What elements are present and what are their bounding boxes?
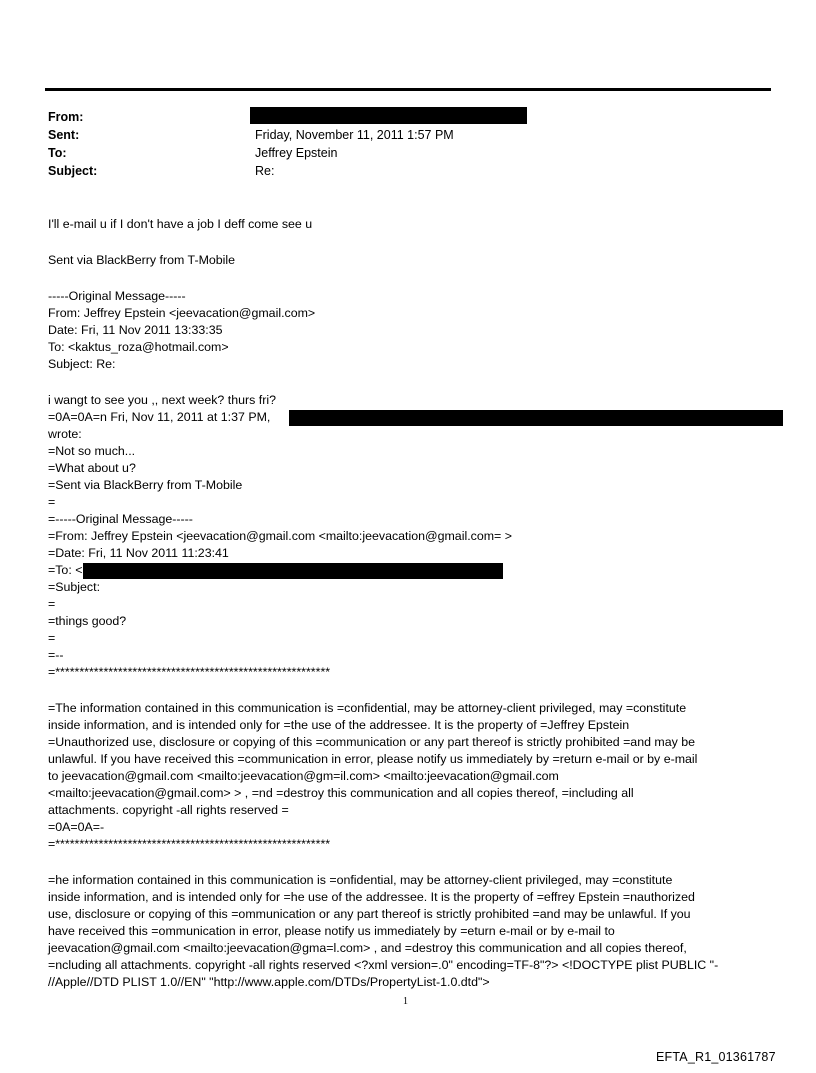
quote-line: =-- xyxy=(48,648,64,662)
disclaimer-line: jeevacation@gmail.com <mailto:jeevacation@gma=l.com> , and =destroy this communication and all copies thereof, xyxy=(48,941,687,955)
disclaimer-line: =ncluding all attachments. copyright -all rights reserved <?xml version=.0" encoding=TF-8"?> <!DOCTYPE plist PUBLIC "- xyxy=(48,958,719,972)
quoted-to-redaction xyxy=(83,563,503,579)
disclaimer-line: unlawful. If you have received this =communication in error, please notify us immediately by =return e-mail or by e-mail xyxy=(48,752,698,766)
original-from: From: Jeffrey Epstein <jeevacation@gmail.com> xyxy=(48,306,316,320)
quote-line: = xyxy=(48,597,56,611)
disclaimer-line: use, disclosure or copying of this =ommunication or any part thereof is strictly prohibited =and may be unlawful. If you xyxy=(48,907,691,921)
quote-line: =things good? xyxy=(48,614,127,628)
original-subject: Subject: Re: xyxy=(48,357,116,371)
email-header xyxy=(48,108,748,180)
disclaimer-line: inside information, and is intended only for =he use of the addressee. It is the property of =effrey Epstein =nauthorized xyxy=(48,890,695,904)
disclaimer-line: inside information, and is intended only for =the use of the addressee. It is the property of =Jeffrey Epstein xyxy=(48,718,630,732)
subject-value: Re: xyxy=(255,164,275,178)
disclaimer-line: =he information contained in this communication is =onfidential, may be attorney-client privileged, may =constitute xyxy=(48,873,673,887)
page-number: 1 xyxy=(403,996,408,1007)
quote-line: =Not so much... xyxy=(48,444,136,458)
to-label: To: xyxy=(48,146,67,160)
asterisk-separator: =********************************************************* xyxy=(48,837,331,851)
disclaimer-line: =Unauthorized use, disclosure or copying of this =communication or any part thereof is strictly prohibited =and may be xyxy=(48,735,696,749)
signature: Sent via BlackBerry from T-Mobile xyxy=(48,253,236,267)
quoted-original-from: =From: Jeffrey Epstein <jeevacation@gmail.com <mailto:jeevacation@gmail.com= > xyxy=(48,529,512,543)
original-date: Date: Fri, 11 Nov 2011 13:33:35 xyxy=(48,323,223,337)
reply-text: I'll e-mail u if I don't have a job I deff come see u xyxy=(48,217,313,231)
sent-label: Sent: xyxy=(48,128,80,142)
quote-line: =Sent via BlackBerry from T-Mobile xyxy=(48,478,243,492)
quote-intro: =0A=0A=n Fri, Nov 11, 2011 at 1:37 PM, xyxy=(48,410,271,424)
quoted-original-subject: =Subject: xyxy=(48,580,101,594)
header-rule xyxy=(45,88,771,91)
quoted-original-to: =To: < xyxy=(48,563,83,577)
from-label: From: xyxy=(48,110,84,124)
to-value: Jeffrey Epstein xyxy=(255,146,338,160)
original-divider: -----Original Message----- xyxy=(48,289,186,303)
quoted-original-date: =Date: Fri, 11 Nov 2011 11:23:41 xyxy=(48,546,229,560)
disclaimer-line: to jeevacation@gmail.com <mailto:jeevacation@gm=il.com> <mailto:jeevacation@gmail.com xyxy=(48,769,559,783)
disclaimer-line: =The information contained in this communication is =confidential, may be attorney-client privileged, may =constitute xyxy=(48,701,687,715)
quote-line: =0A=0A=- xyxy=(48,820,105,834)
disclaimer-line: have received this =ommunication in error, please notify us immediately by =eturn e-mail or by e-mail to xyxy=(48,924,615,938)
quote-line: = xyxy=(48,631,56,645)
quote-line: = xyxy=(48,495,56,509)
quote-wrote: wrote: xyxy=(48,427,82,441)
quote-intro-redaction xyxy=(289,410,783,426)
quote-line: =What about u? xyxy=(48,461,136,475)
disclaimer-line: <mailto:jeevacation@gmail.com> > , =nd =destroy this communication and all copies thereof, =including all xyxy=(48,786,634,800)
asterisk-separator: =********************************************************* xyxy=(48,665,331,679)
disclaimer-line: //Apple//DTD PLIST 1.0//EN" "http://www.apple.com/DTDs/PropertyList-1.0.dtd"> xyxy=(48,975,490,989)
original-to: To: <kaktus_roza@hotmail.com> xyxy=(48,340,229,354)
quoted-original-divider: =-----Original Message----- xyxy=(48,512,193,526)
disclaimer-line: attachments. copyright -all rights reserved = xyxy=(48,803,289,817)
bates-number: EFTA_R1_01361787 xyxy=(656,1050,776,1064)
from-redaction xyxy=(250,107,527,124)
message-text: i wangt to see you ,, next week? thurs fri? xyxy=(48,393,276,407)
sent-value: Friday, November 11, 2011 1:57 PM xyxy=(255,128,454,142)
subject-label: Subject: xyxy=(48,164,98,178)
